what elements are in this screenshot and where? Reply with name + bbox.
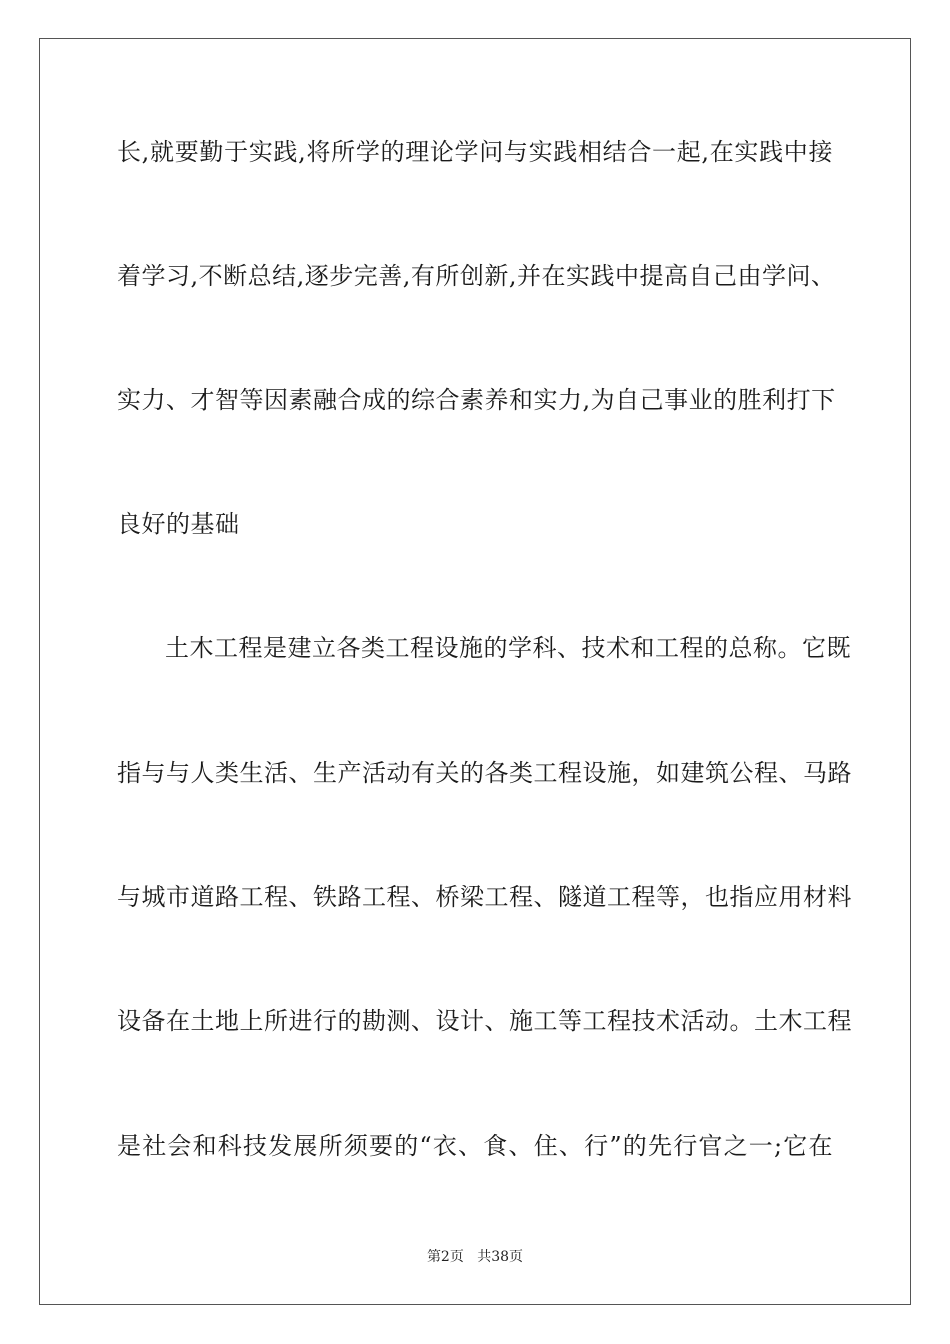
body-line-7: 与城市道路工程、铁路工程、桥梁工程、隧道工程等，也指应用材料 [117,883,852,911]
body-line-3: 实力、才智等因素融合成的综合素养和实力,为自己事业的胜利打下 [117,386,836,414]
body-line-5-paragraph-start: 土木工程是建立各类工程设施的学科、技术和工程的总称。它既 [165,634,851,662]
body-line-4: 良好的基础 [117,510,240,538]
body-line-9: 是社会和科技发展所须要的“衣、食、住、行”的先行官之一;它在 [117,1132,833,1160]
body-line-2: 着学习,不断总结,逐步完善,有所创新,并在实践中提高自己由学问、 [117,262,836,290]
page-total: 共38页 [477,1249,524,1265]
page-footer [0,1248,950,1266]
body-line-6: 指与与人类生活、生产活动有关的各类工程设施，如建筑公程、马路 [117,759,852,787]
page-border [39,38,911,1305]
page-number: 第2页 [426,1249,464,1265]
body-line-8: 设备在土地上所进行的勘测、设计、施工等工程技术活动。土木工程 [117,1007,852,1035]
body-line-1: 长,就要勤于实践,将所学的理论学问与实践相结合一起,在实践中接 [117,138,833,166]
